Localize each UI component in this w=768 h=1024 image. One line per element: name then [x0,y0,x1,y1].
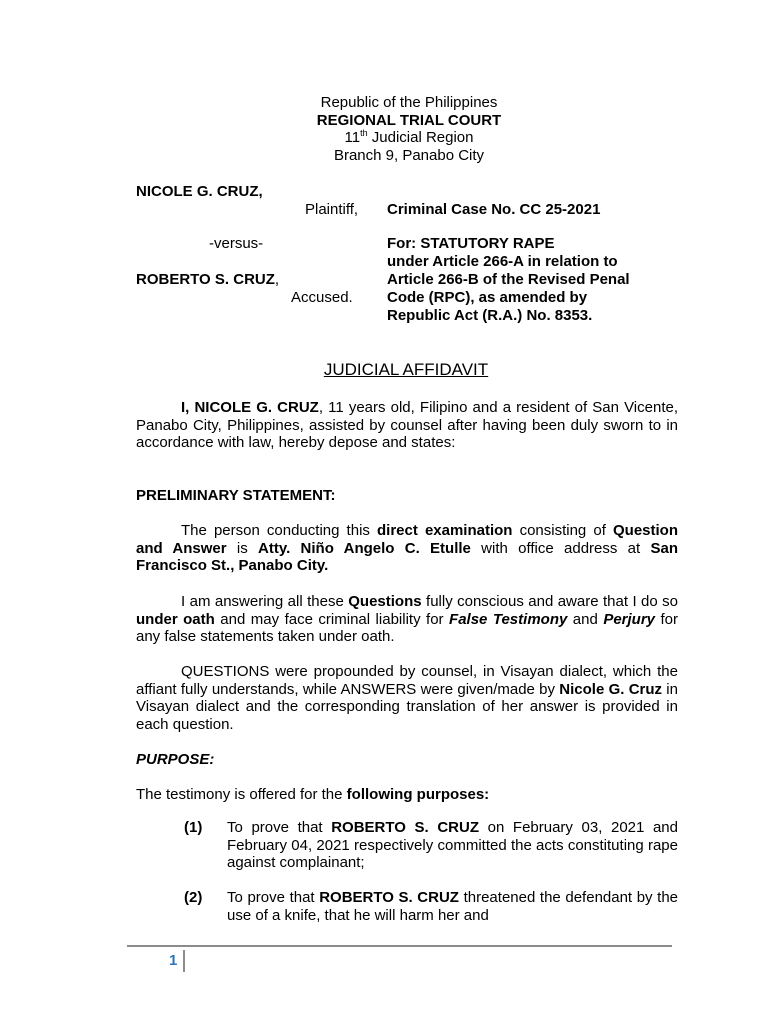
plaintiff-name: NICOLE G. CRUZ, [136,183,263,200]
purpose-item-2: To prove that ROBERTO S. CRUZ threatened the defendant by the use of a knife, that he will harm her and [227,889,679,924]
charge-line-1: For: STATUTORY RAPE [387,235,555,252]
intro-paragraph: I, NICOLE G. CRUZ, 11 years old, Filipino and a resident of San Vicente, Panabo City, Philippines, assisted by counsel after having been duly sworn to in accordance with law, hereby depose and states: [136,399,679,452]
preliminary-paragraph-3: QUESTIONS were propounded by counsel, in Visayan dialect, which the affiant fully understands, while ANSWERS were given/made by Nicole G. Cruz in Visayan dialect and the corresponding translation of her answer is provided in each question. [136,663,678,733]
charge-line-4: Code (RPC), as amended by [387,289,588,306]
purpose-heading: PURPOSE: [136,751,215,768]
case-number: Criminal Case No. CC 25-2021 [387,201,601,218]
preliminary-heading: PRELIMINARY STATEMENT: [136,487,336,504]
purpose-item-2-number: (2) [184,889,203,906]
purpose-item-1: To prove that ROBERTO S. CRUZ on February 03, 2021 and February 04, 2021 respectively committed the acts constituting rape against complainant; [227,819,678,872]
charge-line-3: Article 266-B of the Revised Penal [387,271,630,288]
header-branch: Branch 9, Panabo City [333,147,485,164]
header-region: 11th Judicial Region [344,128,474,146]
footer-divider [127,945,672,947]
page-number: 1 [169,952,178,969]
preliminary-paragraph-1: The person conducting this direct examination consisting of Question and Answer is Atty. Niño Angelo C. Etulle with office address at San Francisco St., Panabo City. [136,522,679,575]
header-republic: Republic of the Philippines [320,94,498,111]
versus-label: -versus- [209,235,264,252]
header-court: REGIONAL TRIAL COURT [316,112,502,129]
accused-role: Accused. [291,289,353,306]
charge-line-5: Republic Act (R.A.) No. 8353. [387,307,593,324]
accused-name: ROBERTO S. CRUZ, [136,271,280,288]
charge-line-2: under Article 266-A in relation to [387,253,618,270]
page-number-bar [183,950,185,972]
purpose-lead: The testimony is offered for the following purposes: [136,786,490,803]
preliminary-paragraph-2: I am answering all these Questions fully conscious and aware that I do so under oath and may face criminal liability for False Testimony and Perjury for any false statements taken under oath. [136,593,679,646]
purpose-item-1-number: (1) [184,819,203,836]
document-title: JUDICIAL AFFIDAVIT [323,360,489,379]
plaintiff-role: Plaintiff, [305,201,359,218]
